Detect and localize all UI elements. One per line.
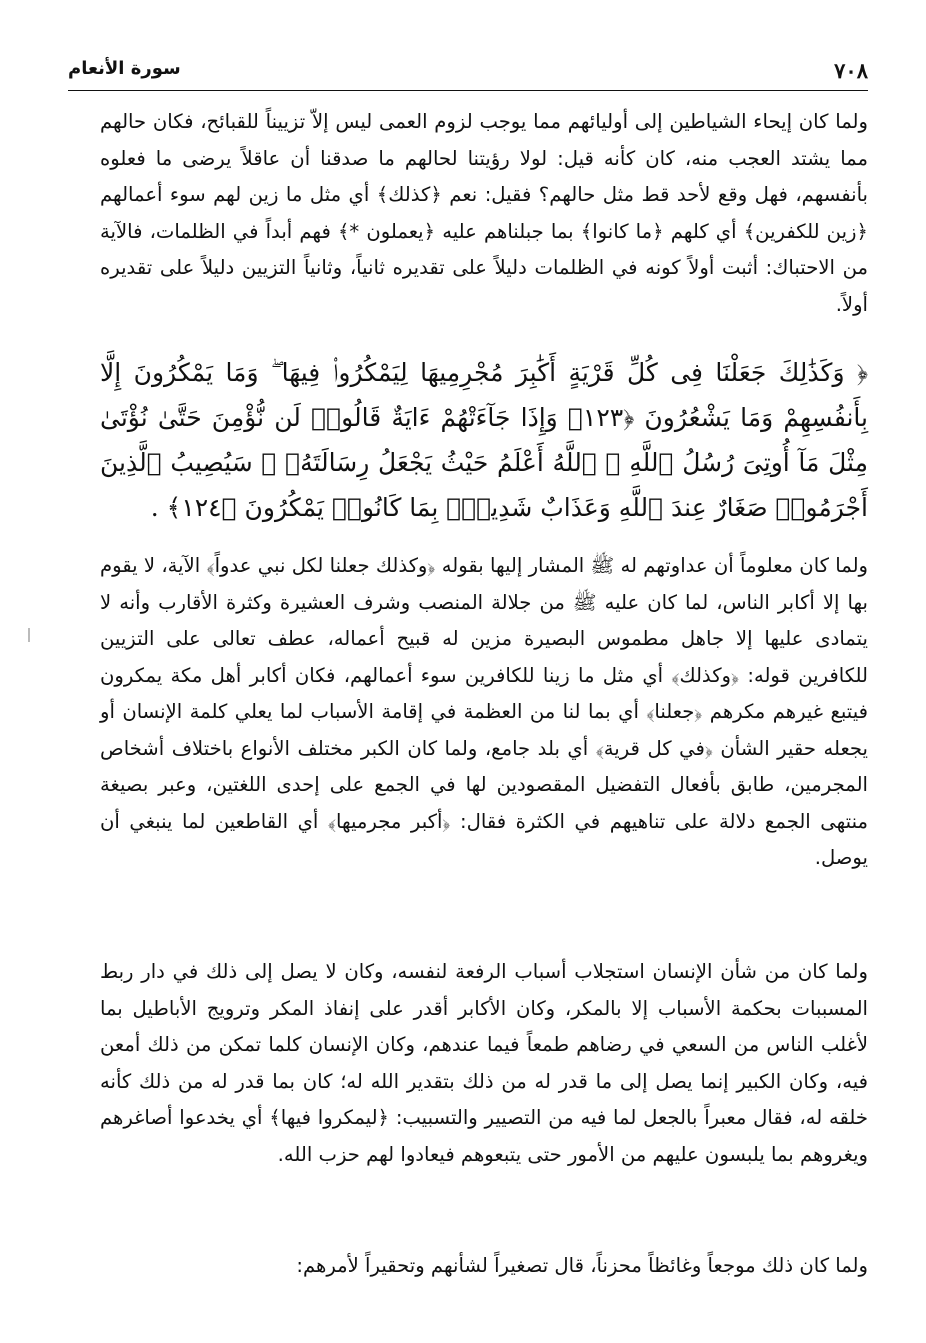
paragraph-4: ولما كان ذلك موجعاً وغائظاً محزناً، قال تصغيراً لشأنهم وتحقيراً لأمرهم: bbox=[296, 1254, 868, 1277]
page-header bbox=[68, 58, 868, 88]
header-divider bbox=[68, 90, 868, 91]
quran-verse-block: ﴿ وَكَذَٰلِكَ جَعَلْنَا فِى كُلِّ قَرْيَةٍ أَكَٰبِرَ مُجْرِمِيهَا لِيَمْكُرُوا۟ فِيهَا ۖ وَمَا يَمْكُرُونَ إِلَّا بِأَنفُسِهِمْ وَمَا يَشْعُرُونَ ﴿١٢٣﴾ وَإِذَا جَآءَتْهُمْ ءَايَةٌ قَالُوا۟ لَن نُّؤْمِنَ حَتَّىٰ نُؤْتَىٰ مِثْلَ مَآ أُوتِىَ رُسُلُ ٱللَّهِ ۘ ٱللَّهُ أَعْلَمُ حَيْثُ يَجْعَلُ رِسَالَتَهُۥ ۗ سَيُصِيبُ ٱلَّذِينَ أَجْرَمُوا۟ صَغَارٌ عِندَ ٱللَّهِ وَعَذَابٌ شَدِيدٌۢ بِمَا كَانُوا۟ يَمْكُرُونَ ﴿١٢٤﴾ . bbox=[100, 358, 869, 522]
scan-artifact-mark bbox=[28, 628, 30, 642]
paragraph-1: ولما كان إيحاء الشياطين إلى أوليائهم مما يوجب لزوم العمى ليس إلاّ تزييناً للقبائح، فكان حالهم مما يشتد العجب منه، كان كأنه قيل: لولا رؤيتنا لحالهم ما صدقنا أن عاقلاً يرضى ما فعلوه بأنفسهم، فهل وقع لأحد قط مثل حالهم؟ فقيل: نعم ﴿كذلك﴾ أي مثل ما زين لهم سوء أعمالهم ﴿زين للكفرين﴾ أي كلهم ﴿ما كانوا﴾ بما جبلناهم عليه ﴿يعملون *﴾ فهم أبداً في الظلمات، فالآية من الاحتباك: أثبت أولاً كونه في الظلمات دليلاً على تقديره ثانياً، وثانياً التزيين دليلاً على تقديره أولاً. bbox=[100, 110, 868, 316]
surah-title: سورة الأنعام bbox=[68, 58, 181, 79]
paragraph-3: ولما كان من شأن الإنسان استجلاب أسباب الرفعة لنفسه، وكان لا يصل إلى ذلك في دار ربط المسببات بحكمة الأسباب إلا بالمكر، وكان الأكابر أقدر على إنفاذ المكر وترويج الأباطيل بما لأغلب الناس من السعي في رضاهم طمعاً فيما عندهم، وكان الإنسان كلما تمكن من ذلك أمعن فيه، وكان الكبير إنما يصل إلى ما قدر له من ذلك بتقدير الله له؛ كان بما قدر له من ذلك كأنه خلقه له، فقال معبراً بالجعل لما فيه من التصيير والتسبيب: ﴿ليمكروا فيها﴾ أي يخدعوا أصاغرهم ويغروهم بما يلبسون عليهم من الأمور حتى يتبعوهم فيعادوا لهم حزب الله. bbox=[100, 960, 868, 1166]
page-number: ٧٠٨ bbox=[834, 58, 868, 83]
paragraph-2: ولما كان معلوماً أن عداوتهم له ﷺ المشار إليها بقوله ﴿وكذلك جعلنا لكل نبي عدواً﴾ الآية، لا يقوم بها إلا أكابر الناس، لما كان عليه ﷺ من جلالة المنصب وشرف العشيرة وكثرة الأقارب وأنه لا يتمادى عليها إلا جاهل مطموس البصيرة مزين له قبيح أعماله، عطف تعالى على التزيين للكافرين قوله: ﴿وكذلك﴾ أي مثل ما زينا للكافرين سوء أعمالهم، فكان أكابر أهل مكة يمكرون فيتبع غيرهم مكرهم ﴿جعلنا﴾ أي بما لنا من العظمة في إقامة الأسباب لما يعلي كلمة الإنسان أو يجعله حقير الشأن ﴿في كل قرية﴾ أي بلد جامع، ولما كان الكبر مختلف الأنواع باختلاف أشخاص المجرمين، طابق بأفعال التفضيل المقصودين لها في الجمع على إحدى اللغتين، وعبر بصيغة منتهى الجمع دلالة على تناهيهم في الكثرة فقال: ﴿أكبر مجرميها﴾ أي القاطعين لما ينبغي أن يوصل. bbox=[100, 554, 868, 869]
